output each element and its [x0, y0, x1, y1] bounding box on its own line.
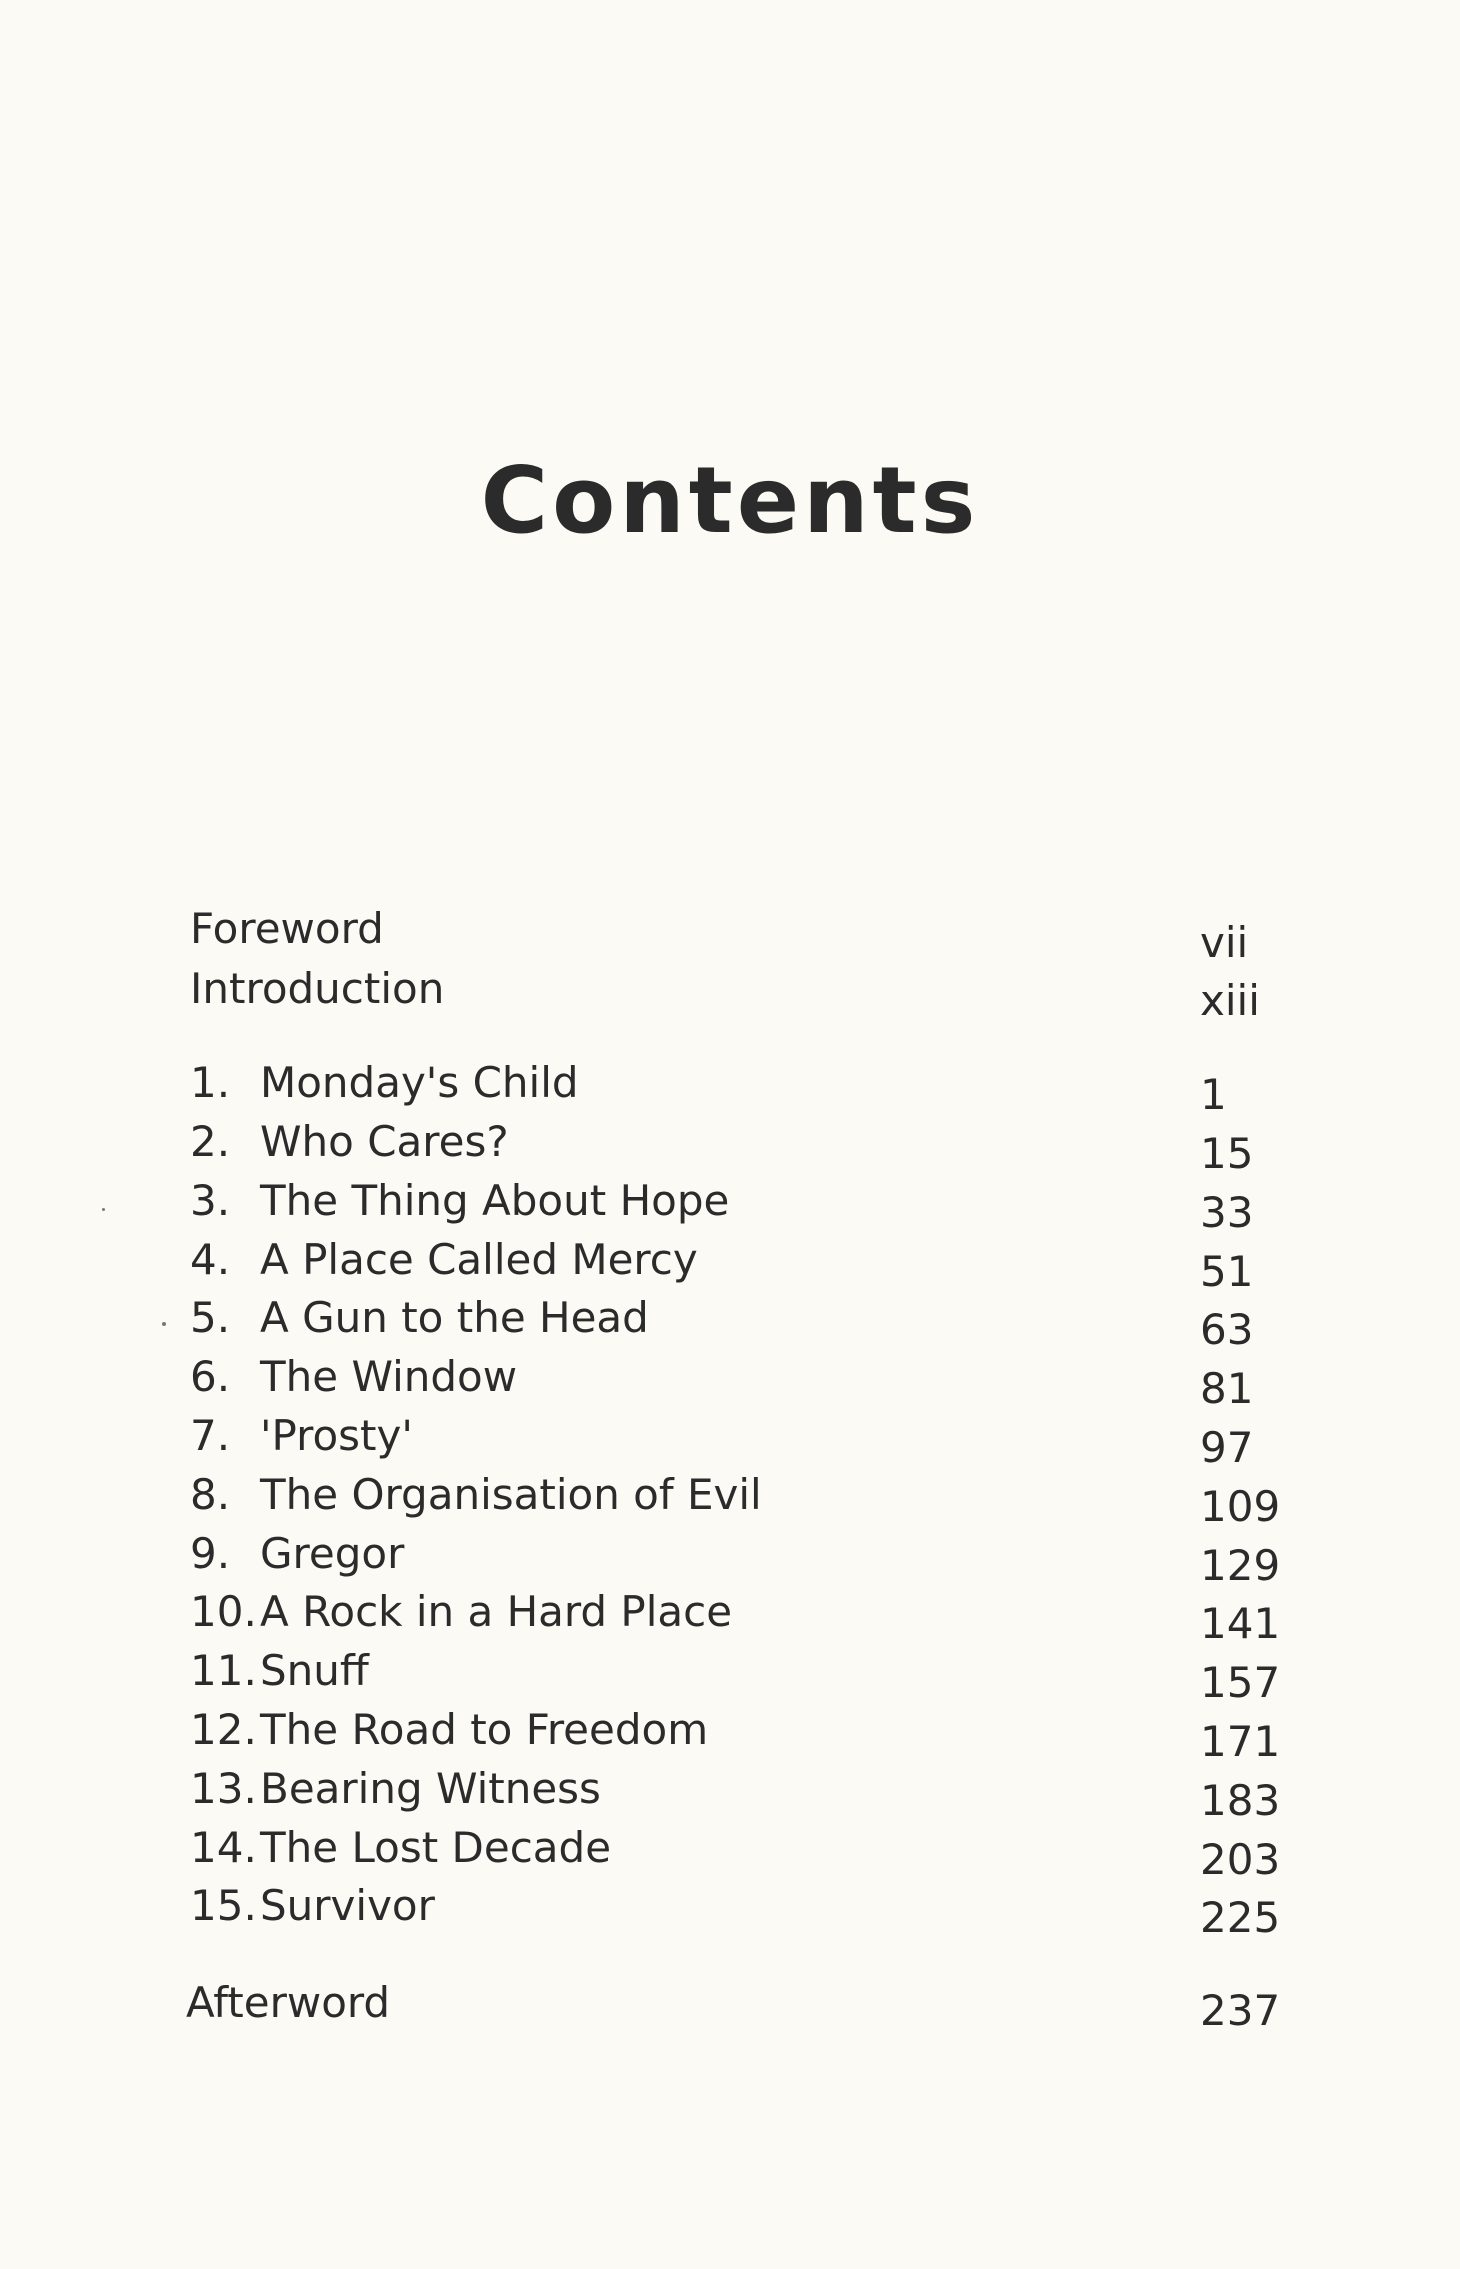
toc-entry-page: vii: [1200, 918, 1249, 967]
chapter-number: 3.: [190, 1176, 231, 1225]
toc-entry-label: Introduction: [190, 964, 445, 1013]
chapter-page: 51: [1200, 1247, 1254, 1296]
toc-entry-page: xiii: [1200, 976, 1260, 1025]
chapter-page: 183: [1200, 1776, 1281, 1825]
chapter-page: 109: [1200, 1482, 1281, 1531]
chapter-page: 97: [1200, 1423, 1254, 1472]
chapter-page: 33: [1200, 1188, 1254, 1237]
toc-chapter-7: [190, 1411, 413, 1460]
toc-chapter-10: [190, 1587, 733, 1636]
scan-speck: [102, 1208, 105, 1211]
toc-chapter-12: [190, 1705, 709, 1754]
chapter-number: 1.: [190, 1058, 231, 1107]
toc-chapter-6: [190, 1352, 518, 1401]
chapter-page: 203: [1200, 1835, 1281, 1884]
chapter-title: Survivor: [260, 1881, 435, 1930]
chapter-number: 7.: [190, 1411, 231, 1460]
toc-chapter-15: [190, 1881, 435, 1930]
chapter-title: Snuff: [260, 1646, 369, 1695]
chapter-title: Bearing Witness: [260, 1764, 601, 1813]
chapter-title: Gregor: [260, 1529, 405, 1578]
toc-entry-label: Foreword: [190, 904, 384, 953]
chapter-page: 225: [1200, 1893, 1281, 1942]
toc-entry-afterword: [186, 1978, 391, 2027]
toc-chapter-1: [190, 1058, 579, 1107]
chapter-number: 8.: [190, 1470, 231, 1519]
chapter-title: Monday's Child: [260, 1058, 579, 1107]
chapter-number: 9.: [190, 1529, 231, 1578]
chapter-number: 2.: [190, 1117, 231, 1166]
toc-chapter-8: [190, 1470, 762, 1519]
chapter-title: A Place Called Mercy: [260, 1235, 698, 1284]
chapter-title: The Organisation of Evil: [260, 1470, 762, 1519]
toc-chapter-3: [190, 1176, 730, 1225]
chapter-page: 157: [1200, 1658, 1281, 1707]
toc-entry-introduction: [190, 964, 445, 1013]
chapter-number: 4.: [190, 1235, 231, 1284]
chapter-number: 11.: [190, 1646, 257, 1695]
page-title: Contents: [480, 447, 980, 554]
toc-entry-label: Afterword: [186, 1978, 391, 2027]
chapter-page: 129: [1200, 1541, 1281, 1590]
chapter-number: 10.: [190, 1587, 257, 1636]
chapter-title: 'Prosty': [260, 1411, 413, 1460]
chapter-page: 171: [1200, 1717, 1281, 1766]
toc-entry-foreword: [190, 904, 384, 953]
chapter-number: 13.: [190, 1764, 257, 1813]
chapter-title: A Rock in a Hard Place: [260, 1587, 733, 1636]
chapter-number: 5.: [190, 1293, 231, 1342]
chapter-number: 12.: [190, 1705, 257, 1754]
chapter-number: 6.: [190, 1352, 231, 1401]
toc-chapter-5: [190, 1293, 649, 1342]
chapter-page: 15: [1200, 1129, 1254, 1178]
chapter-title: The Thing About Hope: [260, 1176, 730, 1225]
scan-speck: [162, 1322, 166, 1326]
chapter-page: 141: [1200, 1599, 1281, 1648]
chapter-title: A Gun to the Head: [260, 1293, 649, 1342]
chapter-page: 1: [1200, 1070, 1227, 1119]
chapter-page: 81: [1200, 1364, 1254, 1413]
chapter-number: 14.: [190, 1823, 257, 1872]
toc-chapter-2: [190, 1117, 509, 1166]
chapter-title: Who Cares?: [260, 1117, 509, 1166]
toc-chapter-11: [190, 1646, 369, 1695]
toc-chapter-13: [190, 1764, 601, 1813]
chapter-title: The Road to Freedom: [260, 1705, 709, 1754]
toc-chapter-9: [190, 1529, 405, 1578]
toc-chapter-14: [190, 1823, 612, 1872]
toc-entry-page: 237: [1200, 1986, 1281, 2035]
toc-chapter-4: [190, 1235, 698, 1284]
chapter-number: 15.: [190, 1881, 257, 1930]
chapter-title: The Lost Decade: [260, 1823, 612, 1872]
chapter-title: The Window: [260, 1352, 518, 1401]
chapter-page: 63: [1200, 1305, 1254, 1354]
